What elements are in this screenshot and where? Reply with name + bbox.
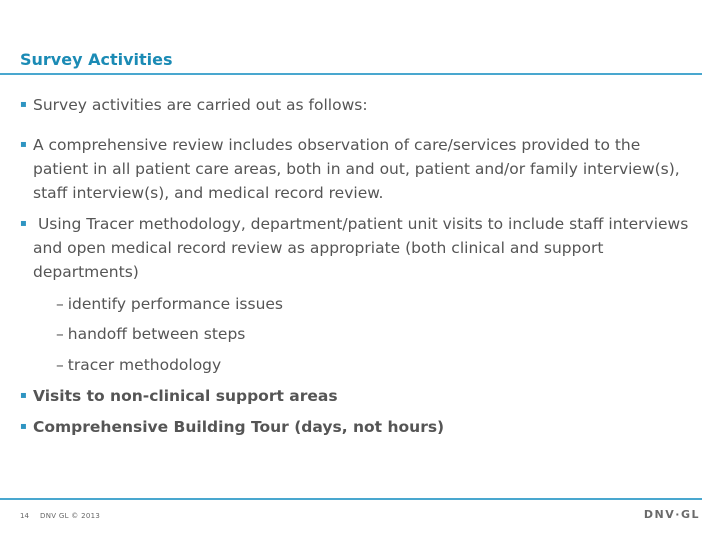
sub-item-text: identify performance issues <box>67 295 284 313</box>
bullet-marker: ▪ <box>20 421 27 432</box>
bullet-marker: ▪ <box>20 99 27 110</box>
sub-marker: – <box>56 325 64 343</box>
bullet-item <box>20 93 690 117</box>
slide-title: Survey Activities <box>20 50 173 69</box>
bullet-text: Comprehensive Building Tour (days, not hours) <box>33 418 445 436</box>
sub-marker: – <box>56 356 64 374</box>
bullet-item <box>20 415 690 439</box>
title-divider <box>0 73 702 75</box>
bullet-item <box>20 384 690 408</box>
dnv-gl-logo: DNV·GL <box>643 508 700 521</box>
page-number: 14 <box>20 512 29 520</box>
bullet-text: A comprehensive review includes observation of care/services provided to the patient in all patient care areas, both in and out, patient and/or family interview(s), staff interview(s), and medical record review. <box>33 136 680 202</box>
bullet-text: Using Tracer methodology, department/patient unit visits to include staff interviews and open medical record review as appropriate (both clinical and support departments) <box>33 215 694 281</box>
sub-marker: – <box>56 295 64 313</box>
bullet-text: Visits to non-clinical support areas <box>33 387 338 405</box>
footer-copyright: DNV GL © 2013 <box>40 512 101 520</box>
bullet-marker: ▪ <box>20 218 27 229</box>
sub-item <box>56 322 245 346</box>
sub-item-text: tracer methodology <box>67 356 222 374</box>
bullet-text: Survey activities are carried out as follows: <box>33 96 368 114</box>
bullet-item <box>20 212 694 284</box>
footer-divider <box>0 498 702 500</box>
sub-item <box>56 292 283 316</box>
sub-item <box>56 353 221 377</box>
sub-item-text: handoff between steps <box>67 325 246 343</box>
bullet-marker: ▪ <box>20 139 27 150</box>
bullet-item <box>20 133 690 205</box>
bullet-marker: ▪ <box>20 390 27 401</box>
